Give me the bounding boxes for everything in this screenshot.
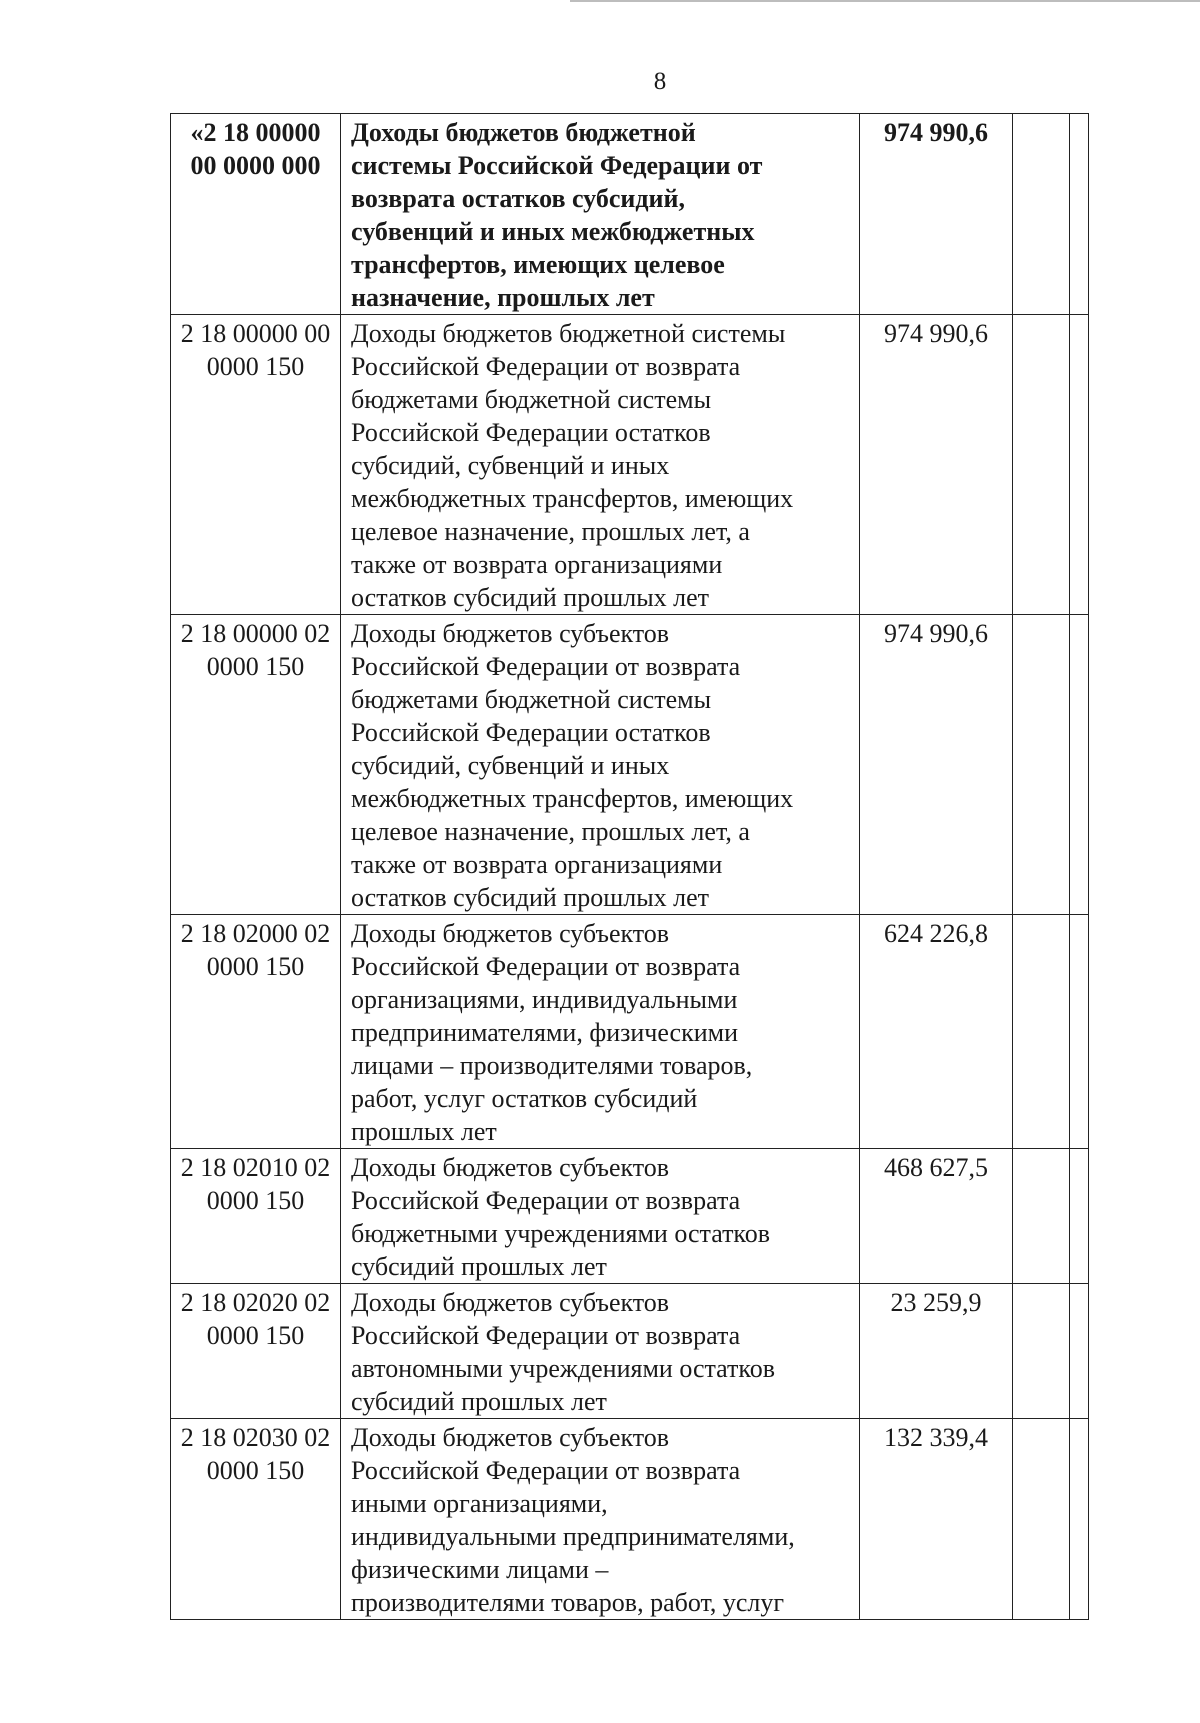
table-row xyxy=(171,114,1089,315)
row-name-text: Доходы бюджетов бюджетной системы Российской Федерации от возврата бюджетами бюджетной системы Российской Федерации остатков субсидий, субвенций и иных межбюджетных трансфертов, имеющих целевое назначение, прошлых лет, а также от возврата организациями остатков субсидий прошлых лет xyxy=(351,319,794,612)
empty-cell xyxy=(1013,1419,1070,1620)
row-name-text: Доходы бюджетов субъектов Российской Федерации от возврата бюджетами бюджетной системы Российской Федерации остатков субсидий, субвенций и иных межбюджетных трансфертов, имеющих целевое назначение, прошлых лет, а также от возврата организациями остатков субсидий прошлых лет xyxy=(351,619,794,912)
row-name-text: Доходы бюджетов субъектов Российской Федерации от возврата автономными учреждениями остатков субсидий прошлых лет xyxy=(351,1288,775,1416)
row-name-cell xyxy=(341,114,860,315)
row-code-cell: «2 18 00000 00 0000 000 xyxy=(171,114,341,315)
row-amount-cell: 23 259,9 xyxy=(860,1284,1013,1419)
row-code-cell: 2 18 02030 02 0000 150 xyxy=(171,1419,341,1620)
row-amount-cell: 974 990,6 xyxy=(860,114,1013,315)
empty-cell xyxy=(1070,114,1089,315)
empty-cell xyxy=(1013,315,1070,615)
empty-cell xyxy=(1070,615,1089,915)
empty-cell xyxy=(1070,1419,1089,1620)
row-name-text: Доходы бюджетов субъектов Российской Федерации от возврата бюджетными учреждениями остатков субсидий прошлых лет xyxy=(351,1153,771,1281)
empty-cell xyxy=(1070,315,1089,615)
table-row xyxy=(171,1284,1089,1419)
table-row xyxy=(171,315,1089,615)
row-name-cell xyxy=(341,615,860,915)
empty-cell xyxy=(1070,1284,1089,1419)
budget-revenue-table xyxy=(170,113,1089,1620)
row-name-text: Доходы бюджетов бюджетной системы Российской Федерации от возврата остатков субсидий, субвенций и иных межбюджетных трансфертов, имеющих целевое назначение, прошлых лет xyxy=(351,118,763,312)
empty-cell xyxy=(1013,114,1070,315)
row-name-cell xyxy=(341,1284,860,1419)
row-code-cell: 2 18 02000 02 0000 150 xyxy=(171,915,341,1149)
row-code-cell: 2 18 02020 02 0000 150 xyxy=(171,1284,341,1419)
row-code-cell: 2 18 00000 00 0000 150 xyxy=(171,315,341,615)
row-amount-cell: 974 990,6 xyxy=(860,315,1013,615)
row-code-cell: 2 18 02010 02 0000 150 xyxy=(171,1149,341,1284)
row-amount-cell: 132 339,4 xyxy=(860,1419,1013,1620)
empty-cell xyxy=(1013,615,1070,915)
empty-cell xyxy=(1013,915,1070,1149)
empty-cell xyxy=(1013,1149,1070,1284)
empty-cell xyxy=(1070,915,1089,1149)
empty-cell xyxy=(1013,1284,1070,1419)
row-name-cell xyxy=(341,915,860,1149)
row-amount-cell: 468 627,5 xyxy=(860,1149,1013,1284)
table-row xyxy=(171,915,1089,1149)
row-name-text: Доходы бюджетов субъектов Российской Федерации от возврата организациями, индивидуальными предпринимателями, физическими лицами – производителями товаров, работ, услуг остатков субсидий прошлых лет xyxy=(351,919,753,1146)
row-amount-cell: 974 990,6 xyxy=(860,615,1013,915)
table-row xyxy=(171,1149,1089,1284)
table-row xyxy=(171,615,1089,915)
page-number: 8 xyxy=(653,68,667,95)
empty-cell xyxy=(1070,1149,1089,1284)
page-top-border xyxy=(570,0,1200,2)
row-name-cell xyxy=(341,315,860,615)
row-code-cell: 2 18 00000 02 0000 150 xyxy=(171,615,341,915)
row-name-cell xyxy=(341,1149,860,1284)
table-row xyxy=(171,1419,1089,1620)
row-name-cell xyxy=(341,1419,860,1620)
row-name-text: Доходы бюджетов субъектов Российской Федерации от возврата иными организациями, индивидуальными предпринимателями, физическими лицами – производителями товаров, работ, услуг xyxy=(351,1423,795,1617)
row-amount-cell: 624 226,8 xyxy=(860,915,1013,1149)
